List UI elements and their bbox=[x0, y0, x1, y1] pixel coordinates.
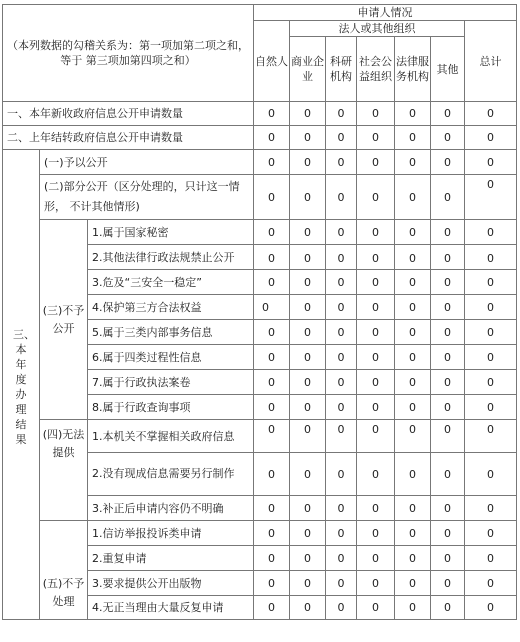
cell-value: 0 bbox=[357, 420, 395, 453]
cell-value: 0 bbox=[326, 596, 357, 620]
cell-value: 0 bbox=[465, 521, 517, 546]
cell-value: 0 bbox=[431, 453, 465, 496]
cell-value: 0 bbox=[431, 571, 465, 596]
cell-value: 0 bbox=[290, 395, 326, 420]
cell-value: 0 bbox=[290, 320, 326, 345]
cell-value: 0 bbox=[395, 420, 431, 453]
cell-value: 0 bbox=[395, 270, 431, 295]
cell-value: 0 bbox=[395, 345, 431, 370]
cell-value: 0 bbox=[395, 546, 431, 571]
cell-value: 0 bbox=[395, 295, 431, 320]
row-label: 8.属于行政查询事项 bbox=[88, 395, 254, 420]
cell-value: 0 bbox=[290, 420, 326, 453]
cell-value: 0 bbox=[326, 270, 357, 295]
cell-value: 0 bbox=[254, 270, 290, 295]
row-label: 7.属于行政执法案卷 bbox=[88, 370, 254, 395]
cell-value: 0 bbox=[357, 320, 395, 345]
cell-value: 0 bbox=[326, 420, 357, 453]
cell-value: 0 bbox=[395, 175, 431, 220]
cell-value: 0 bbox=[395, 220, 431, 245]
cell-value: 0 bbox=[326, 220, 357, 245]
cell-value: 0 bbox=[357, 345, 395, 370]
cell-value: 0 bbox=[431, 395, 465, 420]
table-row bbox=[3, 150, 517, 175]
cell-value: 0 bbox=[431, 126, 465, 150]
cell-value: 0 bbox=[395, 320, 431, 345]
research-header: 科研机构 bbox=[326, 37, 357, 102]
cell-value: 0 bbox=[465, 571, 517, 596]
cell-value: 0 bbox=[357, 370, 395, 395]
cell-value: 0 bbox=[431, 245, 465, 270]
cell-value: 0 bbox=[326, 245, 357, 270]
cell-value: 0 bbox=[431, 420, 465, 453]
group-label: (三)不予公开 bbox=[40, 220, 88, 420]
row-label: 2.重复申请 bbox=[88, 546, 254, 571]
cell-value: 0 bbox=[326, 102, 357, 126]
cell-value: 0 bbox=[326, 395, 357, 420]
group-label: (五)不予处理 bbox=[40, 521, 88, 620]
cell-value: 0 bbox=[290, 126, 326, 150]
cell-value: 0 bbox=[431, 370, 465, 395]
cell-value: 0 bbox=[431, 320, 465, 345]
cell-value: 0 bbox=[465, 175, 517, 220]
row-label: 3.危及“三安全一稳定” bbox=[88, 270, 254, 295]
cell-value: 0 bbox=[431, 345, 465, 370]
cell-value: 0 bbox=[465, 126, 517, 150]
cell-value: 0 bbox=[254, 345, 290, 370]
cell-value: 0 bbox=[254, 370, 290, 395]
cell-value: 0 bbox=[357, 571, 395, 596]
cell-value: 0 bbox=[465, 546, 517, 571]
cell-value: 0 bbox=[357, 270, 395, 295]
cell-value: 0 bbox=[254, 245, 290, 270]
cell-value: 0 bbox=[290, 453, 326, 496]
cell-value: 0 bbox=[395, 245, 431, 270]
cell-value: 0 bbox=[326, 521, 357, 546]
row-label: 6.属于四类过程性信息 bbox=[88, 345, 254, 370]
cell-value: 0 bbox=[254, 546, 290, 571]
table-row bbox=[3, 220, 517, 245]
cell-value: 0 bbox=[290, 150, 326, 175]
table-note: （本列数据的勾稽关系为：第一项加第二项之和，等于 第三项加第四项之和） bbox=[3, 5, 254, 102]
cell-value: 0 bbox=[431, 220, 465, 245]
cell-value: 0 bbox=[254, 453, 290, 496]
cell-value: 0 bbox=[290, 270, 326, 295]
cell-value: 0 bbox=[326, 571, 357, 596]
business-header: 商业企业 bbox=[290, 37, 326, 102]
cell-value: 0 bbox=[254, 150, 290, 175]
cell-value: 0 bbox=[357, 496, 395, 521]
cell-value: 0 bbox=[254, 596, 290, 620]
cell-value: 0 bbox=[465, 270, 517, 295]
cell-value: 0 bbox=[431, 496, 465, 521]
row-label: (二)部分公开（区分处理的，只计这一情形， 不计其他情形) bbox=[40, 175, 254, 220]
cell-value: 0 bbox=[290, 345, 326, 370]
cell-value: 0 bbox=[395, 496, 431, 521]
row-label: 二、上年结转政府信息公开申请数量 bbox=[3, 126, 254, 150]
cell-value: 0 bbox=[357, 295, 395, 320]
cell-value: 0 bbox=[357, 245, 395, 270]
cell-value: 0 bbox=[357, 546, 395, 571]
cell-value: 0 bbox=[465, 453, 517, 496]
section3-label: 三、本年度办理结果 bbox=[3, 150, 40, 620]
cell-value: 0 bbox=[290, 496, 326, 521]
row-label: 5.属于三类内部事务信息 bbox=[88, 320, 254, 345]
cell-value: 0 bbox=[326, 546, 357, 571]
cell-value: 0 bbox=[431, 102, 465, 126]
cell-value: 0 bbox=[431, 546, 465, 571]
cell-value: 0 bbox=[431, 270, 465, 295]
cell-value: 0 bbox=[254, 496, 290, 521]
cell-value: 0 bbox=[326, 150, 357, 175]
cell-value: 0 bbox=[357, 220, 395, 245]
applicant-info-header: 申请人情况 bbox=[254, 5, 517, 21]
row-label: (一)予以公开 bbox=[40, 150, 254, 175]
cell-value: 0 bbox=[395, 395, 431, 420]
cell-value: 0 bbox=[357, 395, 395, 420]
group-label: (四)无法提供 bbox=[40, 420, 88, 521]
row-label: 4.无正当理由大量反复申请 bbox=[88, 596, 254, 620]
cell-value: 0 bbox=[326, 126, 357, 150]
cell-value: 0 bbox=[465, 150, 517, 175]
cell-value: 0 bbox=[254, 220, 290, 245]
row-label: 3.补正后申请内容仍不明确 bbox=[88, 496, 254, 521]
cell-value: 0 bbox=[465, 220, 517, 245]
cell-value: 0 bbox=[431, 175, 465, 220]
cell-value: 0 bbox=[465, 245, 517, 270]
row-label: 1.本机关不掌握相关政府信息 bbox=[88, 420, 254, 453]
cell-value: 0 bbox=[357, 126, 395, 150]
cell-value: 0 bbox=[357, 596, 395, 620]
cell-value: 0 bbox=[431, 596, 465, 620]
cell-value: 0 bbox=[465, 395, 517, 420]
cell-value: 0 bbox=[290, 546, 326, 571]
legal-person-group-header: 法人或其他组织 bbox=[290, 21, 465, 37]
cell-value: 0 bbox=[357, 102, 395, 126]
cell-value: 0 bbox=[290, 295, 326, 320]
natural-person-header: 自然人 bbox=[254, 21, 290, 102]
table-row bbox=[3, 175, 517, 220]
cell-value: 0 bbox=[254, 571, 290, 596]
row-label: 4.保护第三方合法权益 bbox=[88, 295, 254, 320]
cell-value: 0 bbox=[290, 370, 326, 395]
table-row bbox=[3, 102, 517, 126]
cell-value: 0 bbox=[290, 220, 326, 245]
cell-value: 0 bbox=[465, 496, 517, 521]
table-row bbox=[3, 126, 517, 150]
cell-value: 0 bbox=[326, 320, 357, 345]
cell-value: 0 bbox=[395, 102, 431, 126]
table-row bbox=[3, 420, 517, 453]
cell-value: 0 bbox=[465, 102, 517, 126]
row-label: 2.其他法律行政法规禁止公开 bbox=[88, 245, 254, 270]
cell-value: 0 bbox=[395, 370, 431, 395]
cell-value: 0 bbox=[395, 521, 431, 546]
cell-value: 0 bbox=[465, 320, 517, 345]
cell-value: 0 bbox=[254, 126, 290, 150]
cell-value: 0 bbox=[431, 521, 465, 546]
cell-value: 0 bbox=[431, 295, 465, 320]
cell-value: 0 bbox=[254, 521, 290, 546]
row-label: 3.要求提供公开出版物 bbox=[88, 571, 254, 596]
cell-value: 0 bbox=[395, 126, 431, 150]
cell-value: 0 bbox=[326, 345, 357, 370]
total-header: 总计 bbox=[465, 21, 517, 102]
cell-value: 0 bbox=[357, 150, 395, 175]
cell-value: 0 bbox=[326, 370, 357, 395]
row-label: 1.属于国家秘密 bbox=[88, 220, 254, 245]
cell-value: 0 bbox=[290, 245, 326, 270]
cell-value: 0 bbox=[290, 521, 326, 546]
cell-value: 0 bbox=[254, 295, 290, 320]
cell-value: 0 bbox=[254, 420, 290, 453]
cell-value: 0 bbox=[465, 370, 517, 395]
cell-value: 0 bbox=[357, 453, 395, 496]
cell-value: 0 bbox=[465, 596, 517, 620]
cell-value: 0 bbox=[326, 175, 357, 220]
row-label: 2.没有现成信息需要另行制作 bbox=[88, 453, 254, 496]
cell-value: 0 bbox=[431, 150, 465, 175]
cell-value: 0 bbox=[395, 150, 431, 175]
cell-value: 0 bbox=[357, 175, 395, 220]
cell-value: 0 bbox=[326, 496, 357, 521]
cell-value: 0 bbox=[290, 596, 326, 620]
other-header: 其他 bbox=[431, 37, 465, 102]
social-welfare-header: 社会公益组织 bbox=[357, 37, 395, 102]
row-label: 一、本年新收政府信息公开申请数量 bbox=[3, 102, 254, 126]
cell-value: 0 bbox=[357, 521, 395, 546]
cell-value: 0 bbox=[254, 102, 290, 126]
cell-value: 0 bbox=[465, 420, 517, 453]
table-row bbox=[3, 521, 517, 546]
statistics-table bbox=[2, 4, 517, 620]
cell-value: 0 bbox=[326, 453, 357, 496]
cell-value: 0 bbox=[465, 295, 517, 320]
cell-value: 0 bbox=[465, 345, 517, 370]
row-label: 1.信访举报投诉类申请 bbox=[88, 521, 254, 546]
cell-value: 0 bbox=[395, 571, 431, 596]
cell-value: 0 bbox=[326, 295, 357, 320]
cell-value: 0 bbox=[254, 395, 290, 420]
cell-value: 0 bbox=[254, 175, 290, 220]
cell-value: 0 bbox=[395, 596, 431, 620]
cell-value: 0 bbox=[290, 175, 326, 220]
cell-value: 0 bbox=[290, 102, 326, 126]
legal-service-header: 法律服务机构 bbox=[395, 37, 431, 102]
cell-value: 0 bbox=[290, 571, 326, 596]
cell-value: 0 bbox=[395, 453, 431, 496]
cell-value: 0 bbox=[254, 320, 290, 345]
